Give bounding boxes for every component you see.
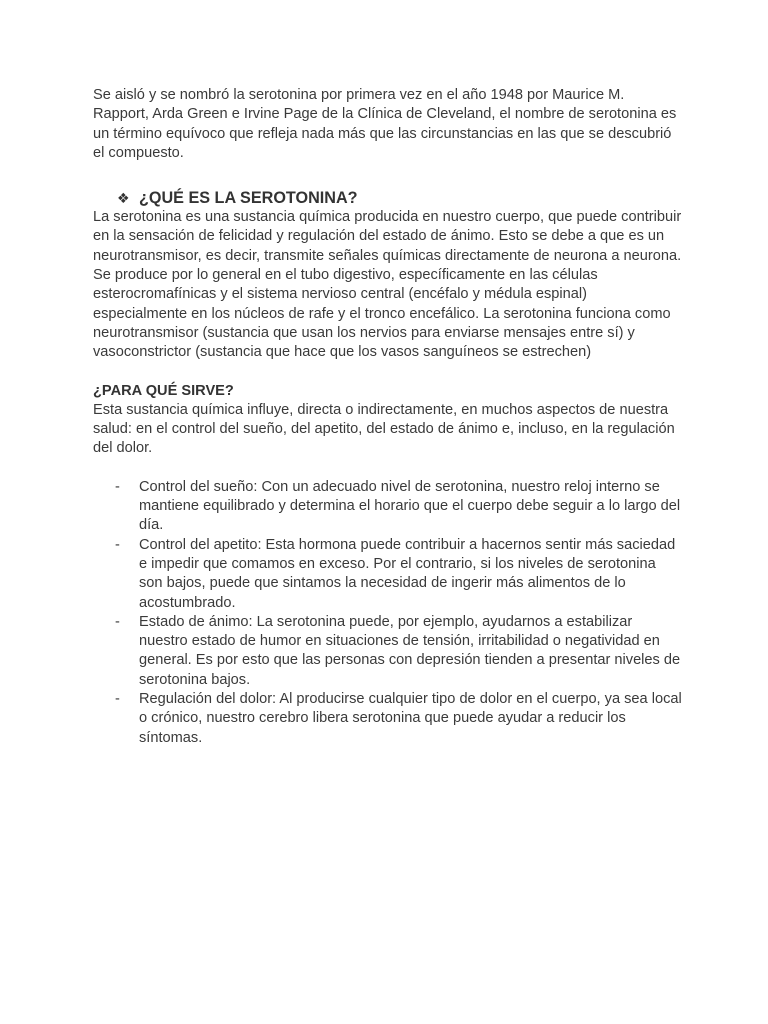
list-item	[93, 613, 683, 690]
production-paragraph: Se produce por lo general en el tubo digestivo, específicamente en las células esterocromafínicas y el sistema nervioso central (encéfalo y médula espinal) especialmente en los núcleos de rafe y el tronco encefálico. La serotonina funciona como neurotransmisor (sustancia que usan los nervios para enviarse mensajes entre sí) y vasoconstrictor (sustancia que hace que los vasos sanguíneos se estrechen)	[93, 267, 671, 361]
intro-paragraph: Se aisló y se nombró la serotonina por primera vez en el año 1948 por Maurice M. Rapport, Arda Green e Irvine Page de la Clínica de Cleveland, el nombre de serotonina es un término equívoco que refleja nada más que las circunstancias en las que se descubrió el compuesto.	[93, 87, 677, 161]
list-item-text: Estado de ánimo: La serotonina puede, por ejemplo, ayudarnos a estabilizar nuestro estado de humor en situaciones de tensión, irritabilidad o negatividad en general. Es por esto que las personas con depresión tienden a presentar niveles de serotonina bajos.	[139, 613, 681, 688]
list-item	[93, 690, 683, 748]
dash-bullet: -	[115, 691, 120, 708]
section-heading-que-es	[117, 188, 683, 208]
diamond-bullet-icon: ❖	[117, 190, 130, 207]
functions-list	[93, 478, 683, 748]
list-item-text: Control del sueño: Con un adecuado nivel de serotonina, nuestro reloj interno se mantiene equilibrado y determina el horario que el cuerpo debe seguir a lo largo del día.	[139, 478, 681, 534]
section-heading-para-que-sirve: ¿PARA QUÉ SIRVE?	[93, 382, 234, 399]
list-item-text: Regulación del dolor: Al producirse cualquier tipo de dolor en el cuerpo, ya sea local o crónico, nuestro cerebro libera serotonina que puede ayudar a reducir los síntomas.	[139, 691, 682, 746]
section-heading-text: ¿QUÉ ES LA SEROTONINA?	[139, 189, 358, 208]
list-item-text: Control del apetito: Esta hormona puede contribuir a hacernos sentir más saciedad e impedir que comamos en exceso. Por el contrario, si los niveles de serotonina son bajos, puede que sintamos la necesidad de ingerir más alimentos de lo acostumbrado.	[139, 536, 676, 611]
dash-bullet: -	[115, 478, 120, 495]
list-item	[93, 536, 683, 613]
list-item	[93, 478, 683, 536]
function-paragraph: Esta sustancia química influye, directa o indirectamente, en muchos aspectos de nuestra salud: en el control del sueño, del apetito, del estado de ánimo e, incluso, en la regulación del dolor.	[93, 401, 675, 457]
dash-bullet: -	[115, 613, 120, 630]
document-page	[93, 86, 683, 748]
definition-paragraph: La serotonina es una sustancia química producida en nuestro cuerpo, que puede contribuir en la sensación de felicidad y regulación del estado de ánimo. Esto se debe a que es un neurotransmisor, es decir, transmite señales químicas directamente de neurona a neurona.	[93, 209, 682, 264]
dash-bullet: -	[115, 536, 120, 553]
